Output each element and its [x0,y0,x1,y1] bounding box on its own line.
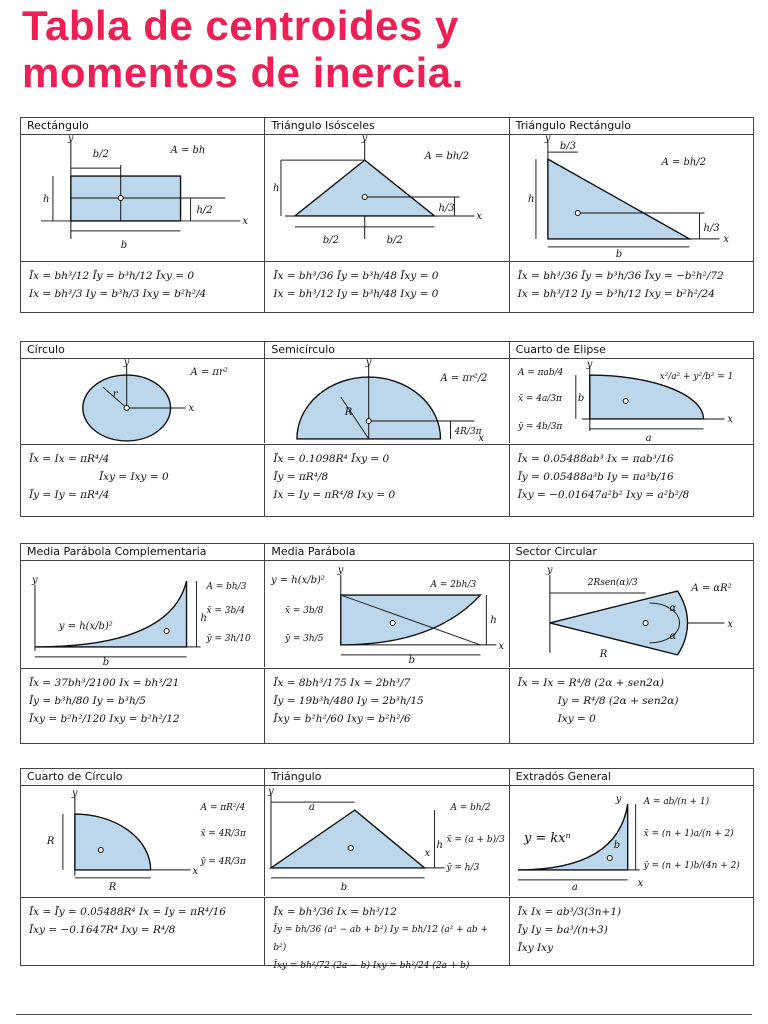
rect-label-y: y [67,133,74,145]
formula-line: Īx = 37bh³/2100 Ix = bh³/21 [29,677,180,689]
tri-ybar: ȳ = h/3 [446,862,480,873]
section-3-header [21,544,753,561]
formulas-triangulo-rectangulo [510,262,753,312]
triangulo-diagram [265,786,508,896]
bottom-divider [16,1014,752,1015]
header-rectangulo: Rectángulo [21,118,265,134]
formula-line: Īy Iy = ba³/(n+3) [517,924,608,936]
rect-label-h: h [42,193,50,205]
title-line-1: Tabla de centroides y [22,2,459,49]
formula-line: Īx = Ix = R⁴/8 (2α + sen2α) [517,677,664,689]
formula-line: Īxy = −0.1647R⁴ Ixy = R⁴/8 [29,924,176,936]
circ-label-x: x [188,402,195,414]
formula-line: Īy = bh/36 (a² − ab + b²) Iy = bh/12 (a² + ab + b²) [273,925,489,953]
section-3-formulas [21,668,753,743]
iso-label-b2-right: b/2 [386,234,404,246]
rtri-label-x: x [723,233,729,245]
tri-label-y: y [268,786,274,798]
formulas-media-parabola [265,669,509,743]
formula-line: Īx = 0.05488ab³ Ix = πab³/16 [517,453,674,465]
cuarto-circulo-diagram [21,786,264,896]
rect-label-b2: b/2 [92,149,109,161]
mp-xbar: x̄ = 3b/8 [285,606,324,617]
qc-xbar: x̄ = 4R/3π [200,829,246,840]
formula-line: Īy = b³h/80 Iy = b³h/5 [29,695,146,707]
rtri-label-h: h [527,193,535,205]
tri-label-b: b [341,881,348,893]
header-media-parabola-complementaria: Media Parábola Complementaria [21,544,265,560]
formulas-triangulo [265,898,509,971]
tri-label-h: h [436,839,444,851]
figure-triangulo-rectangulo [510,135,753,261]
header-triangulo-rectangulo: Triángulo Rectángulo [515,119,632,132]
qc-label-R-horizontal: R [108,881,117,893]
mp-curve: y = h(x/b)² [271,575,326,587]
mp-area: A = 2bh/3 [430,580,477,591]
section-4-header [21,769,753,786]
semi-area: A = πr²/2 [440,373,488,385]
mp-label-x: x [498,640,505,652]
header-cuarto-elipse: Cuarto de Elipse [515,343,606,356]
semi-label-y: y [366,357,372,369]
qc-label-y: y [71,788,78,800]
figure-media-parabola [265,561,509,667]
semi-label-d: 4R/3π [454,426,482,437]
ext-xbar: x̄ = (n + 1)a/(n + 2) [643,829,734,840]
section-2-formulas [21,444,753,516]
formula-line: Īx = 0.1098R⁴ Īxy = 0 [273,453,390,465]
circ-label-y: y [123,357,130,369]
qell-label-x: x [727,413,733,425]
formula-line: Ix = bh³/12 Iy = b³h/48 Ixy = 0 [273,288,439,300]
circ-area: A = πr² [190,367,228,379]
section-4-figures [21,786,753,896]
qc-area: A = πR²/4 [200,803,246,814]
semicirculo-diagram [265,359,508,443]
header-triangulo: Triángulo [265,769,509,785]
formula-line: Īxy = Ixy = 0 [99,471,169,483]
circ-label-r: r [112,389,118,401]
formula-line: Īxy = bh²/72 (2a − b) Ixy = bh²/24 (2a + b) [273,961,470,971]
page-title [22,2,464,96]
formulas-cuarto-elipse [510,445,753,516]
iso-label-x: x [476,210,483,222]
sec-label-y: y [546,565,553,577]
rect-label-h2: h/2 [196,204,213,216]
section-1-header [21,118,753,135]
mpc-ybar: ȳ = 3h/10 [206,633,251,644]
section-2-figures [21,359,753,443]
tri-label-a: a [309,802,316,814]
rtri-label-b3: b/3 [559,141,576,153]
rect-area: A = bh [170,145,206,157]
tri-xbar: x̄ = (a + b)/3 [446,834,506,845]
figure-semicirculo [265,359,509,443]
circulo-diagram [21,359,264,443]
cuarto-elipse-diagram [510,359,753,443]
header-triangulo-isosceles: Triángulo Isósceles [265,118,509,134]
rectangulo-diagram [21,135,264,261]
mpc-label-b: b [102,656,110,668]
qell-xbar: x̄ = 4a/3π [517,394,562,404]
formula-line: Īy = 0.05488a³b Iy = πa³b/16 [517,471,674,483]
sec-label-x: x [727,618,733,630]
section-4 [20,768,754,971]
formula-line: Ix = bh³/12 Iy = b³h/12 Ixy = b²h²/24 [517,288,715,300]
formula-line: Iy = R⁴/8 (2α + sen2α) [557,695,679,707]
figure-cuarto-elipse [510,359,753,443]
formulas-triangulo-isosceles [265,262,509,312]
formula-line: Īy = 19b³h/480 Iy = 2b³h/15 [273,695,424,707]
formula-line: Īxy = b²h²/60 Ixy = b²h²/6 [273,713,411,725]
sec-label-alpha-bottom: α [669,630,676,642]
semi-label-R: R [345,406,353,418]
iso-label-h: h [273,183,280,195]
mpc-label-h: h [200,612,207,624]
formula-line: Īx = 8bh³/175 Ix = 2bh³/7 [273,677,411,689]
qell-ybar: ȳ = 4b/3π [517,421,562,432]
qell-label-y: y [586,359,593,371]
formulas-media-parabola-complementaria [21,669,265,743]
mpc-diagram [21,561,264,667]
formula-line: Ix = bh³/3 Iy = b³h/3 Ixy = b²h²/4 [29,288,207,300]
title-line-2: momentos de inercia. [22,49,464,96]
mpc-label-y: y [31,575,38,587]
section-3 [20,543,754,744]
figure-media-parabola-complementaria [21,561,265,667]
rtri-label-y: y [544,133,551,145]
formula-line: Īx Ix = ab³/3(3n+1) [517,906,622,918]
sector-diagram [510,561,753,667]
formula-line: Īxy = b²h²/120 Ixy = b²h²/12 [29,713,180,725]
figure-extrados-general [510,786,753,896]
figure-triangulo [265,786,509,896]
header-sector-circular: Sector Circular [515,545,597,558]
ext-curve: y = kxⁿ [523,830,571,846]
rect-label-x: x [242,215,249,227]
sec-area: A = αR² [691,583,732,595]
formulas-rectangulo [21,262,265,312]
ext-label-b: b [613,839,620,851]
triangulo-rectangulo-diagram [510,135,753,261]
formula-line: Īx = bh³/36 Īy = b³h/48 Īxy = 0 [273,270,439,282]
section-3-figures [21,561,753,667]
formula-line: Ix = Iy = πR⁴/8 Ixy = 0 [273,489,396,501]
ext-label-a: a [571,881,578,893]
qc-label-x: x [192,865,199,877]
qell-label-b: b [577,393,584,404]
section-4-formulas [21,897,753,971]
header-cuarto-circulo: Cuarto de Círculo [21,769,265,785]
header-semicirculo: Semicírculo [265,342,509,358]
formulas-semicirculo [265,445,509,516]
sec-label-alpha-top: α [669,603,676,615]
mp-diagram [265,561,508,667]
tri-area: A = bh/2 [450,803,491,814]
formula-line: Īy = Iy = πR⁴/4 [29,489,110,501]
mp-label-b: b [408,654,416,666]
figure-circulo [21,359,265,443]
figure-cuarto-circulo [21,786,265,896]
formula-line: Īxy = −0.01647a²b² Ixy = a²b²/8 [517,489,690,501]
formula-line: Ixy = 0 [557,713,596,725]
rtri-label-b: b [615,248,622,260]
formula-line: Īx = Ix = πR⁴/4 [29,453,110,465]
qell-area: A = πab/4 [517,368,564,379]
figure-triangulo-isosceles [265,135,509,261]
rect-label-b: b [120,239,128,251]
ext-label-x: x [637,877,643,889]
section-1-formulas [21,261,753,312]
mpc-xbar: x̄ = 3b/4 [206,606,245,617]
ext-ybar: ȳ = (n + 1)b/(4n + 2) [643,860,740,871]
iso-label-b2-left: b/2 [323,234,340,246]
formula-line: Īx = bh³/12 Īy = b³h/12 Īxy = 0 [29,270,195,282]
sec-label-R: R [599,648,607,660]
formulas-extrados-general [510,898,753,965]
figure-rectangulo [21,135,265,261]
rtri-area: A = bh/2 [661,157,706,169]
mp-label-y: y [338,565,344,577]
section-2 [20,341,754,517]
formula-line: Īx = bh³/36 Īy = b³h/36 Īxy = −b²h²/72 [517,270,724,282]
mpc-curve: y = h(x/b)² [58,620,113,632]
semi-label-x: x [478,432,485,444]
formulas-cuarto-circulo [21,898,265,965]
ext-label-y: y [615,794,622,806]
rtri-label-h3: h/3 [703,222,720,234]
formula-line: Īx = Īy = 0.05488R⁴ Ix = Iy = πR⁴/16 [29,906,226,918]
section-1-figures [21,135,753,261]
formulas-sector-circular [510,669,753,743]
formulas-circulo [21,445,265,516]
qc-label-R-vertical: R [46,835,55,847]
section-2-header [21,342,753,359]
formula-line: Īy = πR⁴/8 [273,471,329,483]
ext-area: A = ab/(n + 1) [643,797,709,808]
section-1 [20,117,754,313]
qell-equation: x²/a² + y²/b² = 1 [659,372,734,383]
header-media-parabola: Media Parábola [265,544,509,560]
qell-label-a: a [645,432,652,444]
iso-label-h3: h/3 [438,202,455,214]
mp-label-h: h [490,614,498,626]
mpc-area: A = bh/3 [206,582,247,593]
qc-ybar: ȳ = 4R/3π [200,856,246,867]
formula-line: Īx = bh³/36 Ix = bh³/12 [273,906,397,918]
tri-label-x: x [424,847,431,859]
figure-sector-circular [510,561,753,667]
extrados-diagram [510,786,753,896]
iso-label-y: y [362,133,368,145]
formula-line: Īxy Ixy [517,942,553,954]
triangulo-isosceles-diagram [265,135,508,261]
header-extrados-general: Extradós General [515,770,611,783]
mp-ybar: ȳ = 3h/5 [285,633,324,644]
iso-area: A = bh/2 [424,151,470,163]
sec-label-d: 2Rsen(α)/3 [587,578,638,589]
header-circulo: Círculo [21,342,265,358]
